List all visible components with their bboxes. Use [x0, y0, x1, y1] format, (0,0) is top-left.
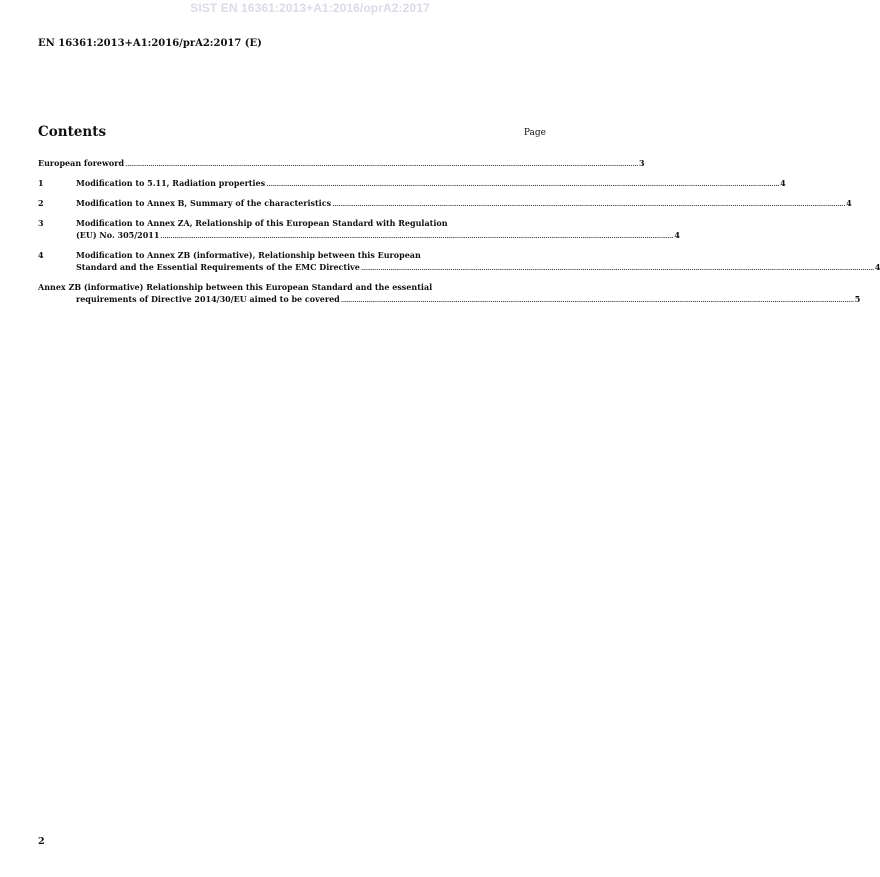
toc-entry-number: 4: [38, 250, 44, 260]
toc-entry-page: 4: [780, 178, 786, 188]
table-of-contents: [38, 157, 880, 313]
toc-entry-page: 3: [639, 158, 645, 168]
toc-leader-dots: ........................................................................................................................................................................................................................................................................: [266, 179, 780, 188]
toc-entry-page: 5: [854, 294, 861, 304]
toc-leader-dots: ........................................................................................................................................................................................................................................................................: [160, 231, 674, 240]
toc-entry-number: 3: [38, 218, 44, 228]
toc-entry-title-line1: Modification to Annex ZA, Relationship of this European Standard with Regulation: [76, 218, 448, 228]
toc-entry-foreword[interactable]: [38, 157, 645, 170]
toc-entry-page: 4: [674, 230, 680, 240]
toc-entry-title: Modification to Annex B, Summary of the characteristics: [76, 198, 332, 208]
toc-entry-2[interactable]: [38, 197, 852, 210]
toc-leader-dots: ........................................................................................................................................................................................................................................................................: [125, 159, 638, 168]
toc-entry-annex-zb[interactable]: [38, 281, 861, 306]
toc-entry-title-line2: requirements of Directive 2014/30/EU aimed to be covered: [76, 294, 340, 304]
toc-entry-page: 4: [846, 198, 852, 208]
contents-heading: Contents: [38, 124, 107, 140]
toc-entry-title: Modification to 5.11, Radiation properties: [76, 178, 266, 188]
toc-entry-title: European foreword: [38, 158, 125, 168]
toc-entry-title-line1: Modification to Annex ZB (informative), Relationship between this European: [76, 250, 421, 260]
toc-leader-dots: ........................................................................................................................................................................................................................................................................: [360, 263, 874, 272]
page-column-label: Page: [523, 128, 546, 138]
toc-leader-dots: ........................................................................................................................................................................................................................................................................: [340, 295, 854, 304]
toc-leader-dots: ........................................................................................................................................................................................................................................................................: [332, 199, 846, 208]
toc-entry-number: 2: [38, 198, 44, 208]
toc-entry-number: 1: [38, 178, 44, 188]
watermark: SIST EN 16361:2013+A1:2016/oprA2:2017: [190, 1, 430, 15]
toc-entry-title-line1: Annex ZB (informative) Relationship between this European Standard and the essential: [38, 282, 433, 292]
page-number: 2: [38, 836, 45, 847]
toc-entry-4[interactable]: [38, 249, 880, 274]
document-id: EN 16361:2013+A1:2016/prA2:2017 (E): [38, 38, 262, 49]
toc-entry-title-line2: (EU) No. 305/2011: [76, 230, 160, 240]
toc-entry-title-line2: Standard and the Essential Requirements of the EMC Directive: [76, 262, 360, 272]
toc-entry-page: 4: [874, 262, 880, 272]
toc-entry-3[interactable]: [38, 217, 680, 242]
toc-entry-1[interactable]: [38, 177, 786, 190]
